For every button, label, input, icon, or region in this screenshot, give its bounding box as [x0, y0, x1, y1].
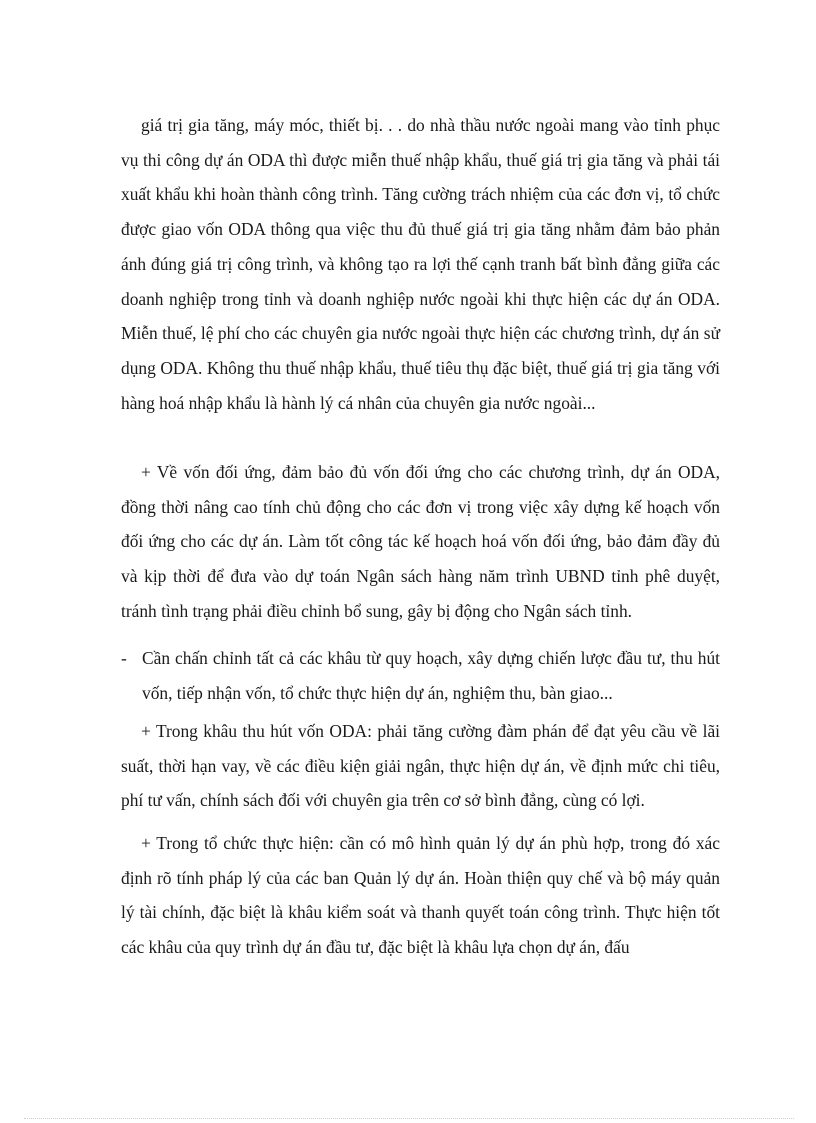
page-bottom-rule	[24, 1118, 794, 1119]
paragraph-oda-attraction	[121, 714, 720, 818]
paragraph-counterpart-funds	[121, 455, 720, 629]
paragraph-text: + Về vốn đối ứng, đảm bảo đủ vốn đối ứng cho các chương trình, dự án ODA, đồng thời nâng cao tính chủ động cho các đơn vị trong việc xây dựng kế hoạch vốn đối ứng cho các dự án. Làm tốt công tác kế hoạch hoá vốn đối ứng, bảo đảm đầy đủ và kịp thời để đưa vào dự toán Ngân sách hàng năm trình UBND tỉnh phê duyệt, tránh tình trạng phải điều chỉnh bổ sung, gây bị động cho Ngân sách tỉnh.	[121, 462, 720, 621]
paragraph-text: giá trị gia tăng, máy móc, thiết bị. . . do nhà thầu nước ngoài mang vào tỉnh phục vụ thi công dự án ODA thì được miễn thuế nhập khẩu, thuế giá trị gia tăng và phải tái xuất khẩu khi hoàn thành công trình. Tăng cường trách nhiệm của các đơn vị, tổ chức được giao vốn ODA thông qua việc thu đủ thuế giá trị gia tăng nhằm đảm bảo phản ánh đúng giá trị công trình, và không tạo ra lợi thế cạnh tranh bất bình đẳng giữa các doanh nghiệp trong tỉnh và doanh nghiệp nước ngoài khi thực hiện các dự án ODA. Miễn thuế, lệ phí cho các chuyên gia nước ngoài thực hiện các chương trình, dự án sử dụng ODA. Không thu thuế nhập khẩu, thuế tiêu thụ đặc biệt, thuế giá trị gia tăng với hàng hoá nhập khẩu là hành lý cá nhân của chuyên gia nước ngoài...	[121, 115, 720, 413]
paragraph-text: + Trong khâu thu hút vốn ODA: phải tăng cường đàm phán để đạt yêu cầu về lãi suất, thời hạn vay, về các điều kiện giải ngân, thực hiện dự án, về định mức chi tiêu, phí tư vấn, chính sách đối với chuyên gia trên cơ sở bình đẳng, cùng có lợi.	[121, 721, 720, 811]
bullet-text: Cần chấn chỉnh tất cả các khâu từ quy hoạch, xây dựng chiến lược đầu tư, thu hút vốn, tiếp nhận vốn, tổ chức thực hiện dự án, nghiệm thu, bàn giao...	[142, 648, 720, 703]
bullet-marker: -	[121, 648, 127, 668]
bullet-list-item	[121, 641, 720, 710]
paragraph-tax-exemption	[121, 108, 720, 420]
paragraph-implementation	[121, 826, 720, 965]
paragraph-text: + Trong tổ chức thực hiện: cần có mô hình quản lý dự án phù hợp, trong đó xác định rõ tính pháp lý của các ban Quản lý dự án. Hoàn thiện quy chế và bộ máy quản lý tài chính, đặc biệt là khâu kiểm soát và thanh quyết toán công trình. Thực hiện tốt các khâu của quy trình dự án đầu tư, đặc biệt là khâu lựa chọn dự án, đấu	[121, 833, 720, 958]
